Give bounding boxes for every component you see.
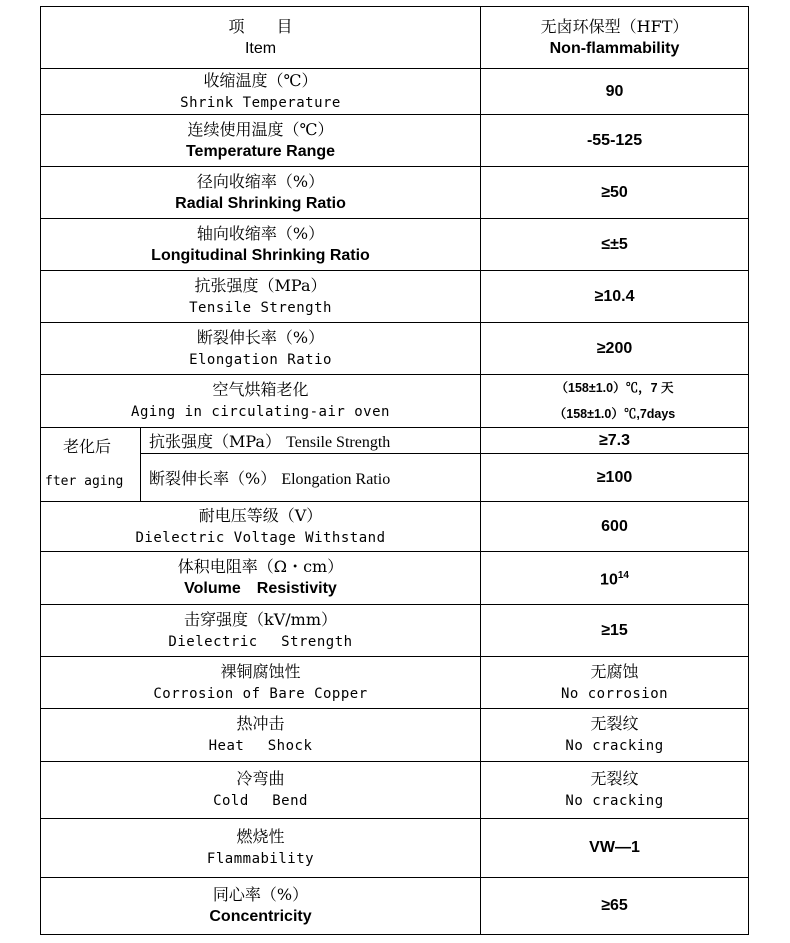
property-cell: [41, 502, 481, 552]
value-cn: 无裂纹: [590, 714, 639, 733]
property-cn: 连续使用温度（℃）: [187, 119, 334, 139]
value-en: No corrosion: [560, 685, 669, 702]
property-cell: [41, 819, 481, 878]
value-exponent: 14: [617, 569, 629, 581]
property-cell: [141, 428, 481, 454]
property-cn: 断裂伸长率（%）: [149, 469, 277, 488]
aging-row: [41, 375, 749, 428]
aging-condition-en: （158±1.0）℃,7days: [553, 407, 676, 421]
value-cell: [481, 454, 749, 502]
value-cn: 无裂纹: [590, 769, 639, 788]
value-en: No cracking: [565, 793, 664, 809]
table-row: [41, 323, 749, 375]
property-en: Tensile Strength: [286, 434, 391, 451]
table-row: [41, 271, 749, 323]
value: ≥65: [601, 897, 628, 914]
value-cn: 无腐蚀: [590, 661, 639, 681]
value: 90: [605, 82, 624, 100]
property-cell: [41, 709, 481, 762]
value-cell: [481, 69, 749, 115]
value-cell: [481, 657, 749, 709]
table-row: [41, 552, 749, 605]
value: ≥15: [601, 621, 628, 639]
value-en: No cracking: [565, 738, 664, 754]
type-header-en: Non-flammability: [549, 39, 680, 57]
property-cn: 击穿强度（kV/mm）: [184, 609, 337, 629]
property-cn: 体积电阻率（Ω・cm）: [177, 557, 344, 576]
value: ≥7.3: [599, 431, 631, 449]
table-row: [41, 819, 749, 878]
property-en: Elongation Ratio: [281, 471, 391, 488]
after-aging-cn: 老化后: [63, 437, 112, 456]
table-row: [41, 115, 749, 167]
table-row: [41, 167, 749, 219]
property-en: Dielectric Strength: [168, 633, 353, 650]
spec-table: [40, 6, 749, 935]
property-en: Longitudinal Shrinking Ratio: [151, 246, 370, 264]
property-cn: 冷弯曲: [236, 769, 285, 788]
property-cell: [41, 605, 481, 657]
property-cell: [41, 219, 481, 271]
value-cell: [481, 115, 749, 167]
property-en: Concentricity: [209, 908, 312, 925]
value-cell: [481, 167, 749, 219]
property-en: Aging in circulating-air oven: [131, 404, 390, 420]
property-cn: 耐电压等级（V）: [198, 505, 323, 525]
property-cn: 热冲击: [236, 714, 285, 733]
value-cell: [481, 878, 749, 935]
after-aging-cell: [41, 428, 141, 502]
value-cell: [481, 219, 749, 271]
value: ≥200: [596, 339, 633, 357]
property-en: Volume Resistivity: [184, 580, 337, 597]
value-cell: [481, 762, 749, 819]
table-row: [41, 502, 749, 552]
property-en: Corrosion of Bare Copper: [153, 685, 368, 702]
property-en: Radial Shrinking Ratio: [175, 194, 346, 212]
property-cell: [41, 271, 481, 323]
type-header-cell: [481, 7, 749, 69]
table-row: [41, 709, 749, 762]
table-row: [41, 428, 749, 454]
property-cell: [41, 115, 481, 167]
property-cn: 轴向收缩率（%）: [196, 223, 325, 243]
after-aging-en: fter aging: [45, 474, 124, 489]
property-cn: 收缩温度（℃）: [203, 70, 318, 90]
property-en: Tensile Strength: [189, 299, 332, 316]
property-cn: 裸铜腐蚀性: [220, 661, 301, 681]
value: ≤±5: [601, 235, 628, 253]
property-cell: [41, 762, 481, 819]
header-row: [41, 7, 749, 69]
value: 600: [601, 517, 628, 535]
value-cell: [481, 552, 749, 605]
property-en: Elongation Ratio: [189, 351, 332, 368]
property-cell: [41, 878, 481, 935]
value-cell: [481, 271, 749, 323]
table-row: [41, 657, 749, 709]
value-cell: [481, 502, 749, 552]
table-row: [41, 762, 749, 819]
property-cn: 抗张强度（MPa）: [149, 432, 281, 451]
item-header-cn: 项 目: [228, 16, 293, 36]
value-cell: [481, 605, 749, 657]
property-en: Temperature Range: [185, 142, 336, 160]
property-cell: [41, 552, 481, 605]
value-base: 10: [600, 571, 618, 589]
type-header-cn: 无卤环保型（HFT）: [540, 16, 689, 36]
value-cell: [481, 428, 749, 454]
value: ≥10.4: [594, 287, 635, 305]
value: ≥50: [601, 183, 628, 201]
property-cell: [41, 167, 481, 219]
property-cn: 抗张强度（MPa）: [194, 275, 327, 295]
value-cell: [481, 375, 749, 428]
property-cell: [141, 454, 481, 502]
table-row: [41, 878, 749, 935]
table-row: [41, 454, 749, 502]
aging-condition-cn: （158±1.0）℃，7 天: [555, 381, 674, 395]
value-cell: [481, 709, 749, 762]
property-en: Heat Shock: [208, 738, 313, 754]
value: ≥100: [596, 468, 633, 486]
property-cn: 空气烘箱老化: [212, 380, 309, 399]
table-row: [41, 605, 749, 657]
table-row: [41, 219, 749, 271]
value-cell: [481, 819, 749, 878]
property-cell: [41, 69, 481, 115]
property-en: Shrink Temperature: [180, 94, 341, 111]
property-cn: 同心率（%）: [212, 885, 309, 904]
property-cell: [41, 657, 481, 709]
property-en: Flammability: [206, 851, 315, 867]
value: [481, 565, 748, 591]
value-cell: [481, 323, 749, 375]
property-en: Cold Bend: [213, 793, 308, 809]
item-header-en: Item: [244, 39, 277, 57]
property-cell: [41, 323, 481, 375]
property-en: Dielectric Voltage Withstand: [135, 529, 386, 546]
value: -55-125: [586, 131, 643, 149]
property-cn: 断裂伸长率（%）: [196, 327, 325, 347]
property-cell: [41, 375, 481, 428]
property-cn: 燃烧性: [236, 827, 285, 846]
value: VW—1: [589, 839, 640, 856]
item-header-cell: [41, 7, 481, 69]
property-cn: 径向收缩率（%）: [196, 171, 325, 191]
table-row: [41, 69, 749, 115]
